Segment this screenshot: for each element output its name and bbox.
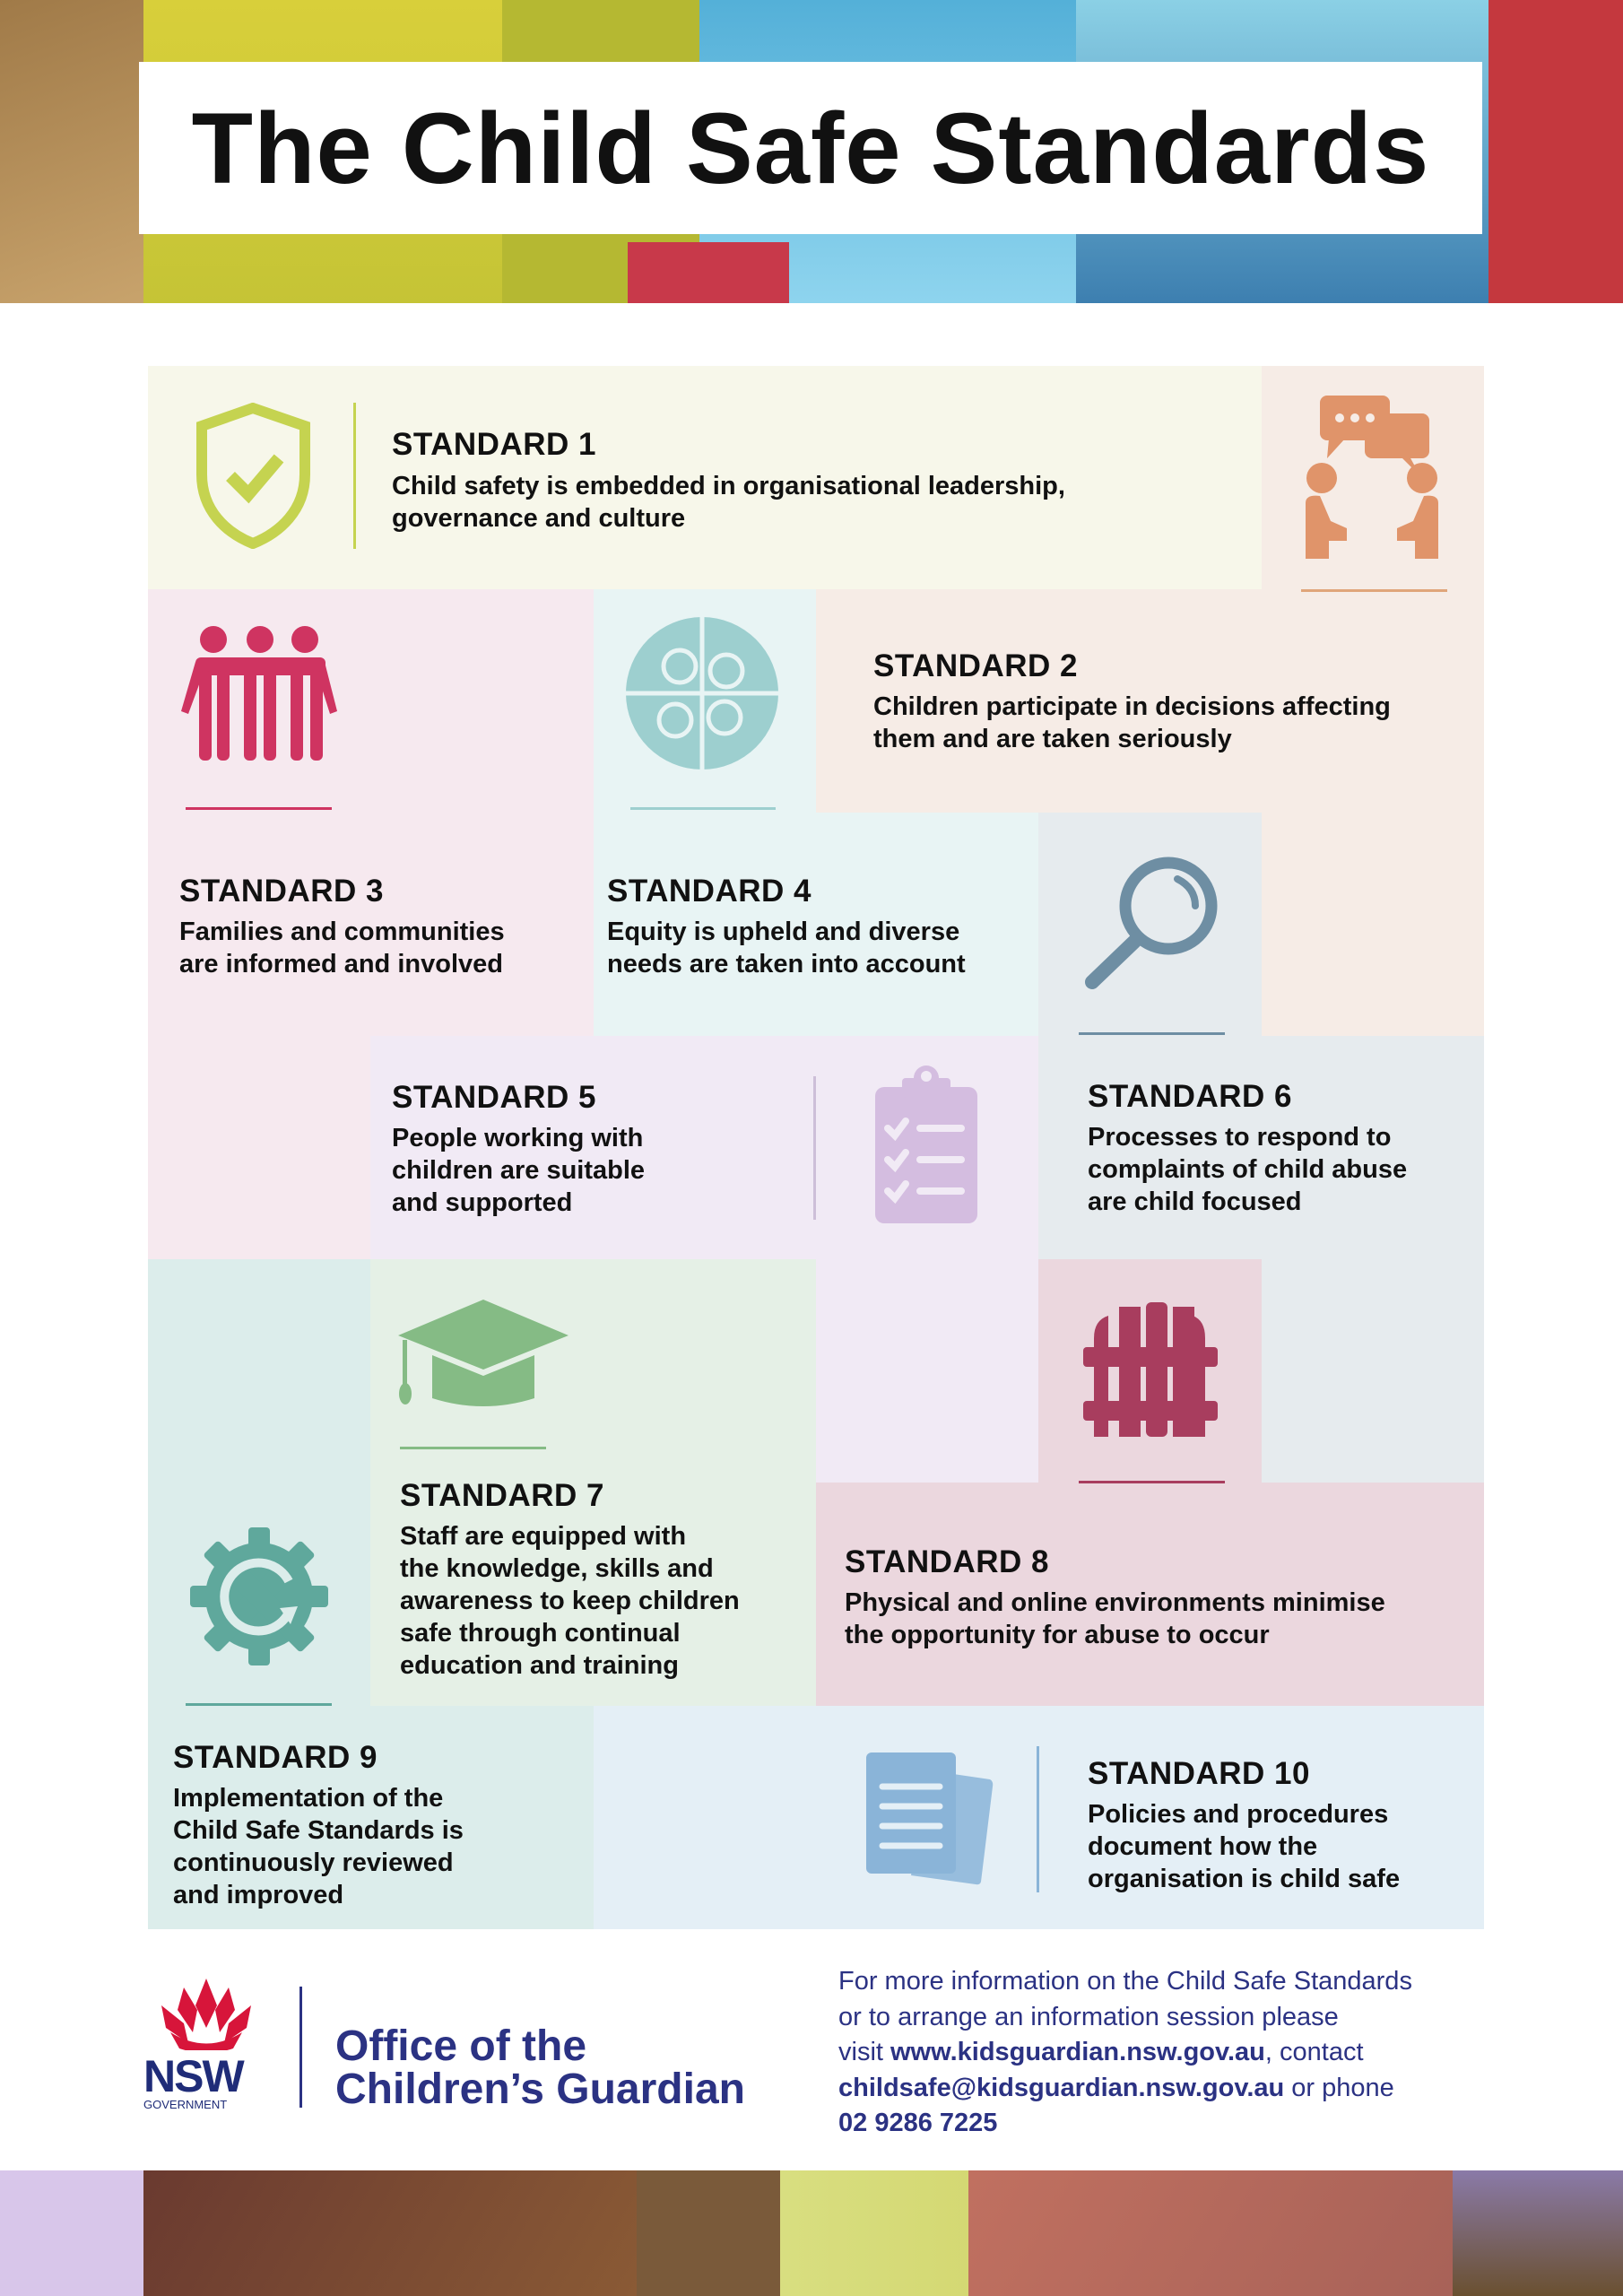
standard-1-text: Child safety is embedded in organisational leadership, governance and culture bbox=[392, 472, 1065, 533]
standard-2-text: Children participate in decisions affecting them and are taken seriously bbox=[873, 692, 1391, 753]
puzzle-icon bbox=[626, 617, 778, 770]
standard-9-label: STANDARD 9 bbox=[173, 1740, 378, 1775]
magnifier-icon bbox=[1083, 857, 1218, 991]
email-link[interactable]: childsafe@kidsguardian.nsw.gov.au bbox=[838, 2073, 1285, 2102]
underline bbox=[1079, 1032, 1225, 1035]
gear-cycle-icon bbox=[190, 1527, 328, 1665]
standard-6-panel-ext2 bbox=[1262, 1259, 1484, 1483]
underline bbox=[186, 807, 332, 810]
standard-3-label: STANDARD 3 bbox=[179, 874, 384, 909]
standard-4-label: STANDARD 4 bbox=[607, 874, 812, 909]
underline bbox=[400, 1447, 546, 1449]
waratah-icon bbox=[143, 1979, 269, 2050]
standard-10-label: STANDARD 10 bbox=[1088, 1756, 1310, 1791]
standard-6-text: Processes to respond to complaints of child abuse are child focused bbox=[1088, 1123, 1408, 1216]
website-link[interactable]: www.kidsguardian.nsw.gov.au bbox=[890, 2038, 1265, 2066]
underline bbox=[1301, 589, 1447, 592]
divider bbox=[1037, 1746, 1039, 1892]
standard-6-label: STANDARD 6 bbox=[1088, 1079, 1292, 1114]
bottom-banner-image bbox=[0, 2170, 1623, 2296]
nsw-government-logo: NSW GOVERNMENT bbox=[143, 1979, 269, 2109]
standard-9-text: Implementation of the Child Safe Standards is continuously reviewed and improved bbox=[173, 1784, 464, 1909]
standard-1-label: STANDARD 1 bbox=[392, 427, 596, 462]
standard-3-panel-ext bbox=[148, 1036, 370, 1259]
standard-10-text: Policies and procedures document how the organisation is child safe bbox=[1088, 1800, 1401, 1893]
org-name: Office of the Children’s Guardian bbox=[335, 2022, 745, 2113]
standard-8-label: STANDARD 8 bbox=[845, 1544, 1049, 1579]
graduation-cap-icon bbox=[398, 1300, 568, 1407]
standard-5-panel-ext bbox=[816, 1259, 1038, 1483]
standard-4-text: Equity is upheld and diverse needs are taken into account bbox=[607, 918, 966, 978]
fence-icon bbox=[1083, 1302, 1218, 1437]
shield-check-icon bbox=[195, 403, 312, 549]
standard-3-text: Families and communities are informed and involved bbox=[179, 918, 505, 978]
standard-8-text: Physical and online environments minimise the opportunity for abuse to occur bbox=[845, 1588, 1385, 1649]
contact-info: For more information on the Child Safe Standards or to arrange an information session please visit www.kidsguardian.nsw.gov.au, contact childsafe@kidsguardian.nsw.gov.au or phone 02 9286 7225 bbox=[838, 1967, 1412, 2137]
clipboard-checklist-icon bbox=[875, 1065, 977, 1223]
conversation-icon bbox=[1302, 396, 1442, 559]
underline bbox=[186, 1703, 332, 1706]
standard-5-label: STANDARD 5 bbox=[392, 1080, 596, 1115]
divider bbox=[353, 403, 356, 549]
people-group-icon bbox=[179, 626, 338, 762]
standard-7-label: STANDARD 7 bbox=[400, 1478, 604, 1513]
page-title: The Child Safe Standards bbox=[191, 91, 1430, 204]
standard-5-text: People working with children are suitable and supported bbox=[392, 1124, 646, 1217]
standard-7-text: Staff are equipped with the knowledge, skills and awareness to keep children safe through continual education and training bbox=[400, 1522, 740, 1680]
underline bbox=[1079, 1481, 1225, 1483]
underline bbox=[630, 807, 776, 810]
divider bbox=[813, 1076, 816, 1220]
title-box bbox=[139, 62, 1482, 234]
divider bbox=[299, 1987, 302, 2108]
phone-number: 02 9286 7225 bbox=[838, 2109, 998, 2137]
standard-2-label: STANDARD 2 bbox=[873, 648, 1078, 683]
documents-icon bbox=[866, 1752, 994, 1885]
